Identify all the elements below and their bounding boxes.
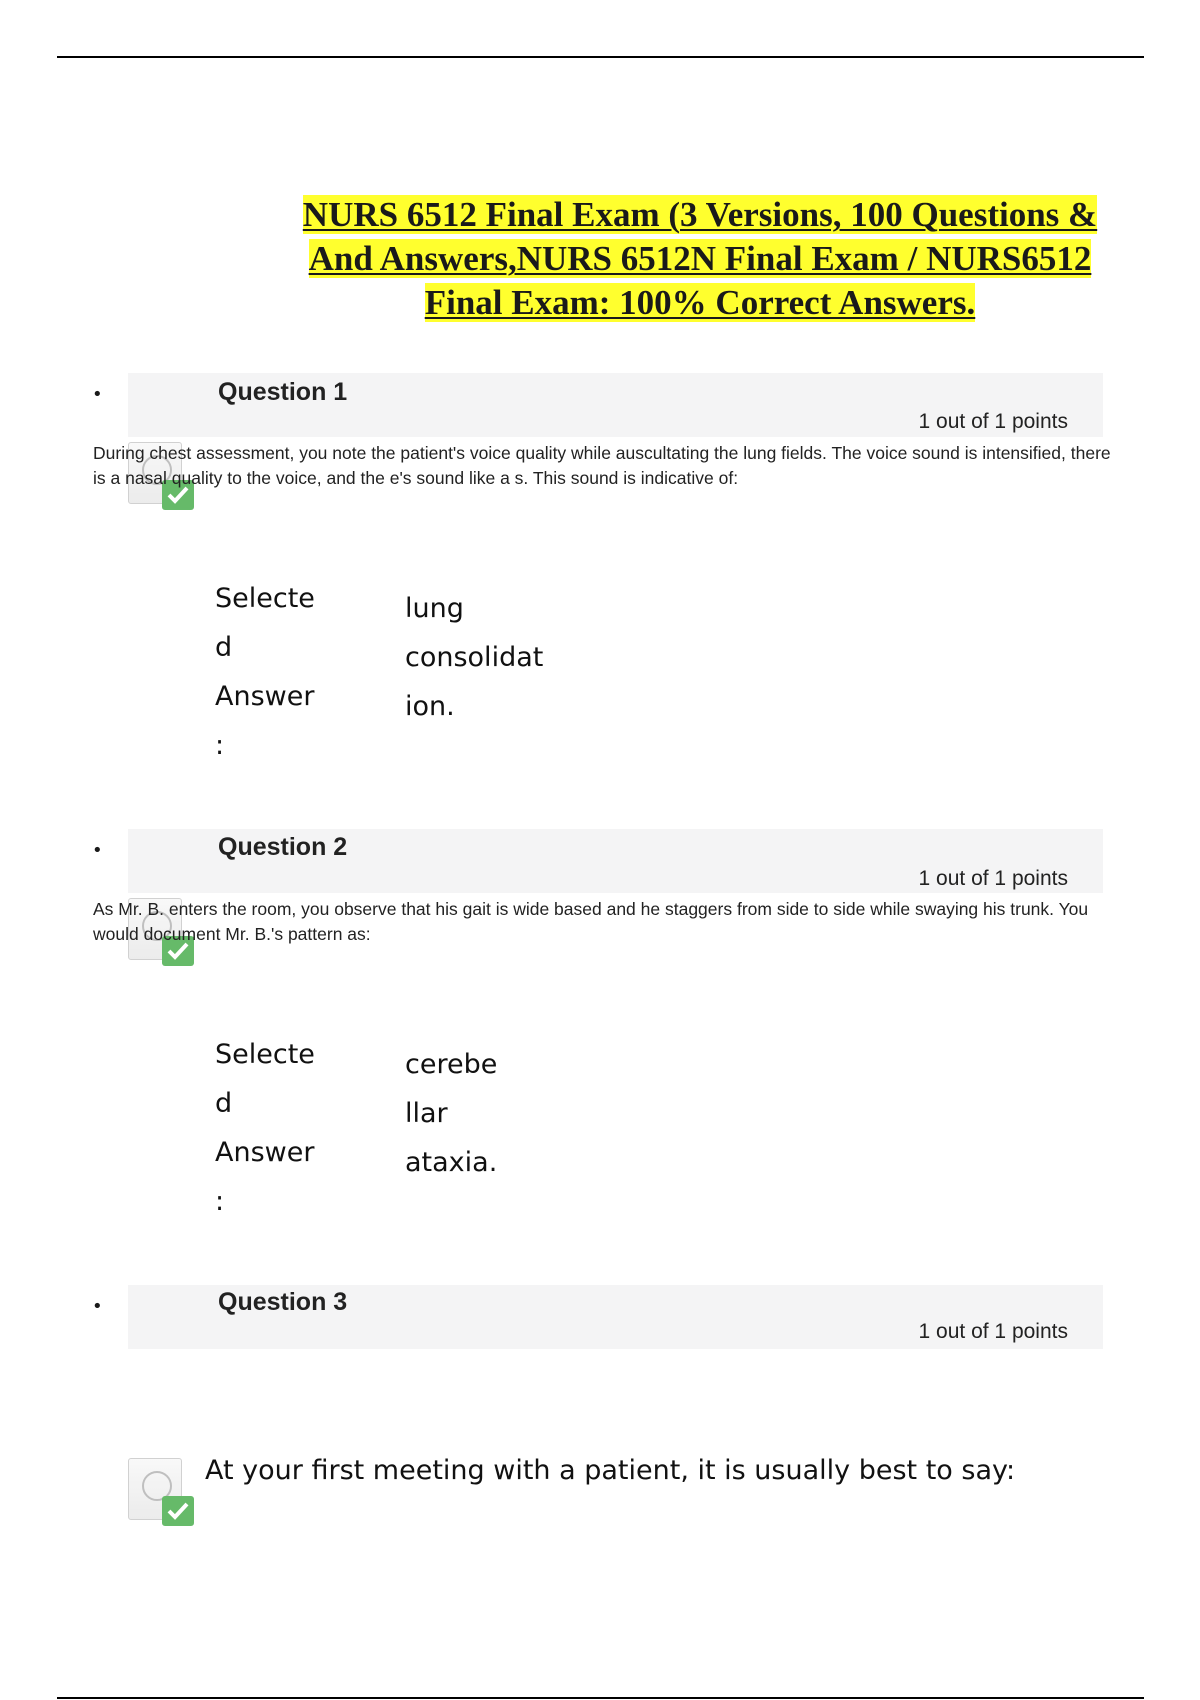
bottom-rule [57, 1697, 1144, 1699]
question-title: Question 3 [218, 1288, 348, 1316]
bullet: • [92, 840, 103, 861]
question-points: 1 out of 1 points [918, 410, 1068, 433]
question-points: 1 out of 1 points [918, 867, 1068, 890]
correct-check-icon [128, 1458, 194, 1524]
question-text: At your first meeting with a patient, it is usually best to say: [205, 1455, 1016, 1486]
document-title: NURS 6512 Final Exam (3 Versions, 100 Questions & And Answers,NURS 6512N Final Exam / NURS6512 Final Exam: 100% Correct Answers. [302, 195, 1098, 322]
selected-answer-value: cerebe llar ataxia. [405, 1049, 498, 1178]
selected-answer-value: lung consolidat ion. [405, 593, 544, 722]
selected-answer-label: Selecte d Answer : [215, 1039, 315, 1217]
question-title: Question 1 [218, 378, 348, 406]
question-text: As Mr. B. enters the room, you observe that his gait is wide based and he staggers from side to side while swaying his trunk. You would document Mr. B.'s pattern as: [93, 899, 1089, 944]
question-title: Question 2 [218, 833, 348, 861]
question-points: 1 out of 1 points [918, 1320, 1068, 1343]
bullet: • [92, 384, 103, 405]
question-text: During chest assessment, you note the patient's voice quality while auscultating the lung fields. The voice sound is intensified, there is a nasal quality to the voice, and the e's sound like a s. This sound is indicative of: [93, 443, 1111, 488]
bullet: • [92, 1296, 103, 1317]
top-rule [57, 56, 1144, 58]
selected-answer-label: Selecte d Answer : [215, 583, 315, 761]
